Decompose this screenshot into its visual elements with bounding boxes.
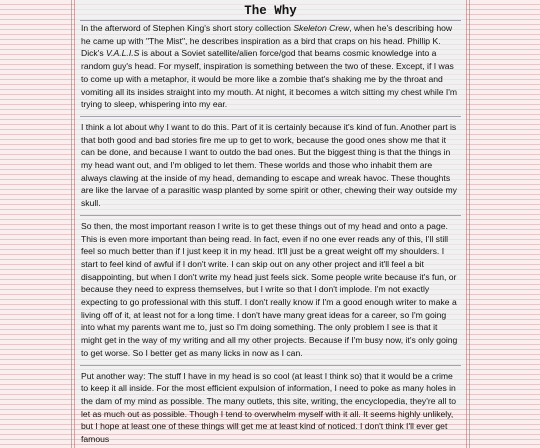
paragraph-1-text-c: , when he's describing how he came up with "The Mist", he describes inspiration as a bird that craps on his head. Phillip K. Dick's (81, 23, 453, 59)
paragraph-divider (80, 116, 461, 117)
page-title: The Why (244, 4, 297, 18)
paragraph-1 (75, 21, 466, 113)
article-page (75, 0, 466, 445)
paragraph-1-text-e: is about a Soviet satellite/alien force/god that beams cosmic knowledge into a random guy's head. For myself, inspiration is something between the two of these. Except, if I was to come up with a metaphor, it would be more like a zombie that's shaking me by the throat and vomiting all its insides straight into my mouth. At night, it becomes a witch sitting my chest while I'm trying to sleep, whispering into my ear. (81, 48, 458, 110)
paragraph-2: I think a lot about why I want to do this. Part of it is certainly because it's kind of fun. Another part is that both good and bad stories fire me up to get to work, because the good ones show me that it can be done, and because I want to outdo the bad ones. But the biggest thing is that the things in my head want out, and I'm obliged to let them. These worlds and those who inhabit them are always clawing at the inside of my head, demanding to escape and wreak havoc. These thoughts are like the larvae of a parasitic wasp planted by some spirit or other, chewing their way outside my skull. (81, 121, 457, 209)
paragraph-1-text-a: In the afterword of Stephen King's short story collection (81, 23, 294, 33)
paragraph-3: So then, the most important reason I write is to get these things out of my head and onto a page. This is even more important than being read. In fact, even if no one ever reads any of this, I'll still feel so much better than if I just keep it in my head. It'll just be a great weight off my shoulders. I start to feel kind of awful if I don't write. I can skip out on any other project and it'll feel a bit disappointing, but when I don't write my head just feels sick. Some people write because it's fun, or because they need to express themselves, but I write so that I don't implode. I'm not exactly expecting to go professional with this stuff. I don't really know if I'm a good enough writer to make a living off of it, at least not for a long time. I don't have many great ideas for a career, so I'm going into what my parents want me to, just so I'm doing something. The only problem I see is that it might get in the way of my writing and all my other projects. Because if I'm busy now, it's only going to get worse. So I better get as many licks in now as I can. (81, 220, 458, 358)
book-title-valis: V.A.L.I.S (106, 48, 140, 59)
paragraph-4: Put another way: The stuff I have in my head is so cool (at least I think so) that it would be a crime to keep it all inside. For the most efficient expulsion of information, I need to poke as many holes in the dam of my mind as possible. The many outlets, this site, writing, the encyclopedia, they're all to let as much out as possible. Though I tend to overwhelm myself with it all. It seems highly unlikely, but I hope at least one of these things will get me at least kind of noticed. I don't think I'll ever get famous (81, 370, 457, 445)
book-title-skeleton-crew: Skeleton Crew (293, 23, 350, 33)
paragraph-divider (80, 365, 461, 366)
paragraph-divider (80, 215, 461, 216)
